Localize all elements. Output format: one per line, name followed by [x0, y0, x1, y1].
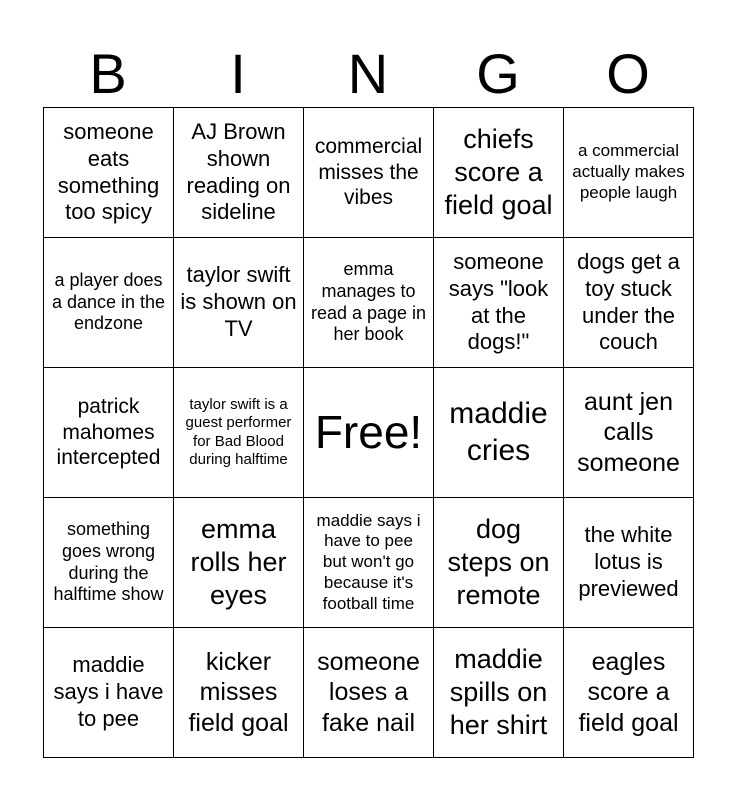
cell-text: chiefs score a field goal: [444, 124, 553, 220]
cell-text: emma rolls her eyes: [190, 514, 287, 610]
cell-text: something goes wrong during the halftime show: [53, 518, 164, 605]
cell-text: someone eats something too spicy: [57, 118, 160, 225]
bingo-cell[interactable]: [44, 108, 174, 238]
bingo-cell[interactable]: [174, 628, 304, 758]
bingo-cell[interactable]: [564, 238, 694, 368]
cell-text: a player does a dance in the endzone: [51, 269, 166, 334]
bingo-cell[interactable]: [564, 368, 694, 498]
bingo-cell[interactable]: [434, 368, 564, 498]
bingo-cell[interactable]: [434, 238, 564, 368]
bingo-cell[interactable]: [304, 498, 434, 628]
header-letter-b: B: [89, 42, 127, 105]
header-letter-g: G: [476, 42, 520, 105]
bingo-cell[interactable]: [44, 498, 174, 628]
bingo-cell[interactable]: [564, 498, 694, 628]
cell-text: AJ Brown shown reading on sideline: [186, 118, 291, 225]
bingo-cell[interactable]: [44, 368, 174, 498]
bingo-cell[interactable]: [434, 108, 564, 238]
cell-text: commercial misses the vibes: [314, 135, 423, 210]
bingo-cell[interactable]: [564, 108, 694, 238]
bingo-cell[interactable]: [434, 498, 564, 628]
bingo-cell[interactable]: [304, 108, 434, 238]
bingo-header: [43, 40, 693, 108]
bingo-cell[interactable]: [304, 238, 434, 368]
bingo-cell[interactable]: [44, 238, 174, 368]
cell-text: taylor swift is a guest performer for Bad Blood during halftime: [185, 395, 292, 468]
bingo-cell[interactable]: [44, 628, 174, 758]
bingo-cell[interactable]: [174, 368, 304, 498]
header-letter-n: N: [347, 42, 389, 105]
free-space[interactable]: [304, 368, 434, 498]
cell-text: kicker misses field goal: [188, 647, 289, 737]
cell-text: aunt jen calls someone: [577, 387, 680, 477]
bingo-cell[interactable]: [304, 628, 434, 758]
bingo-cell[interactable]: [174, 498, 304, 628]
cell-text: dogs get a toy stuck under the couch: [577, 248, 680, 355]
free-text: Free!: [314, 406, 423, 459]
cell-text: a commercial actually makes people laugh: [572, 141, 685, 202]
bingo-cell[interactable]: [564, 628, 694, 758]
bingo-cell[interactable]: [434, 628, 564, 758]
cell-text: patrick mahomes intercepted: [56, 395, 161, 470]
cell-text: the white lotus is previewed: [578, 522, 679, 601]
cell-text: someone loses a fake nail: [317, 647, 420, 737]
cell-text: dog steps on remote: [447, 514, 550, 610]
cell-text: someone says "look at the dogs!": [448, 248, 549, 355]
bingo-board: [43, 107, 694, 758]
header-letter-o: O: [606, 42, 650, 105]
cell-text: maddie says i have to pee: [53, 652, 164, 731]
bingo-cell[interactable]: [174, 238, 304, 368]
cell-text: maddie says i have to pee but won't go because it's football time: [316, 510, 421, 613]
cell-text: emma manages to read a page in her book: [310, 258, 427, 345]
bingo-cell[interactable]: [174, 108, 304, 238]
cell-text: maddie spills on her shirt: [449, 644, 548, 740]
cell-text: taylor swift is shown on TV: [180, 262, 297, 341]
cell-text: eagles score a field goal: [578, 647, 679, 737]
cell-text: maddie cries: [449, 396, 548, 467]
header-letter-i: I: [230, 42, 246, 105]
